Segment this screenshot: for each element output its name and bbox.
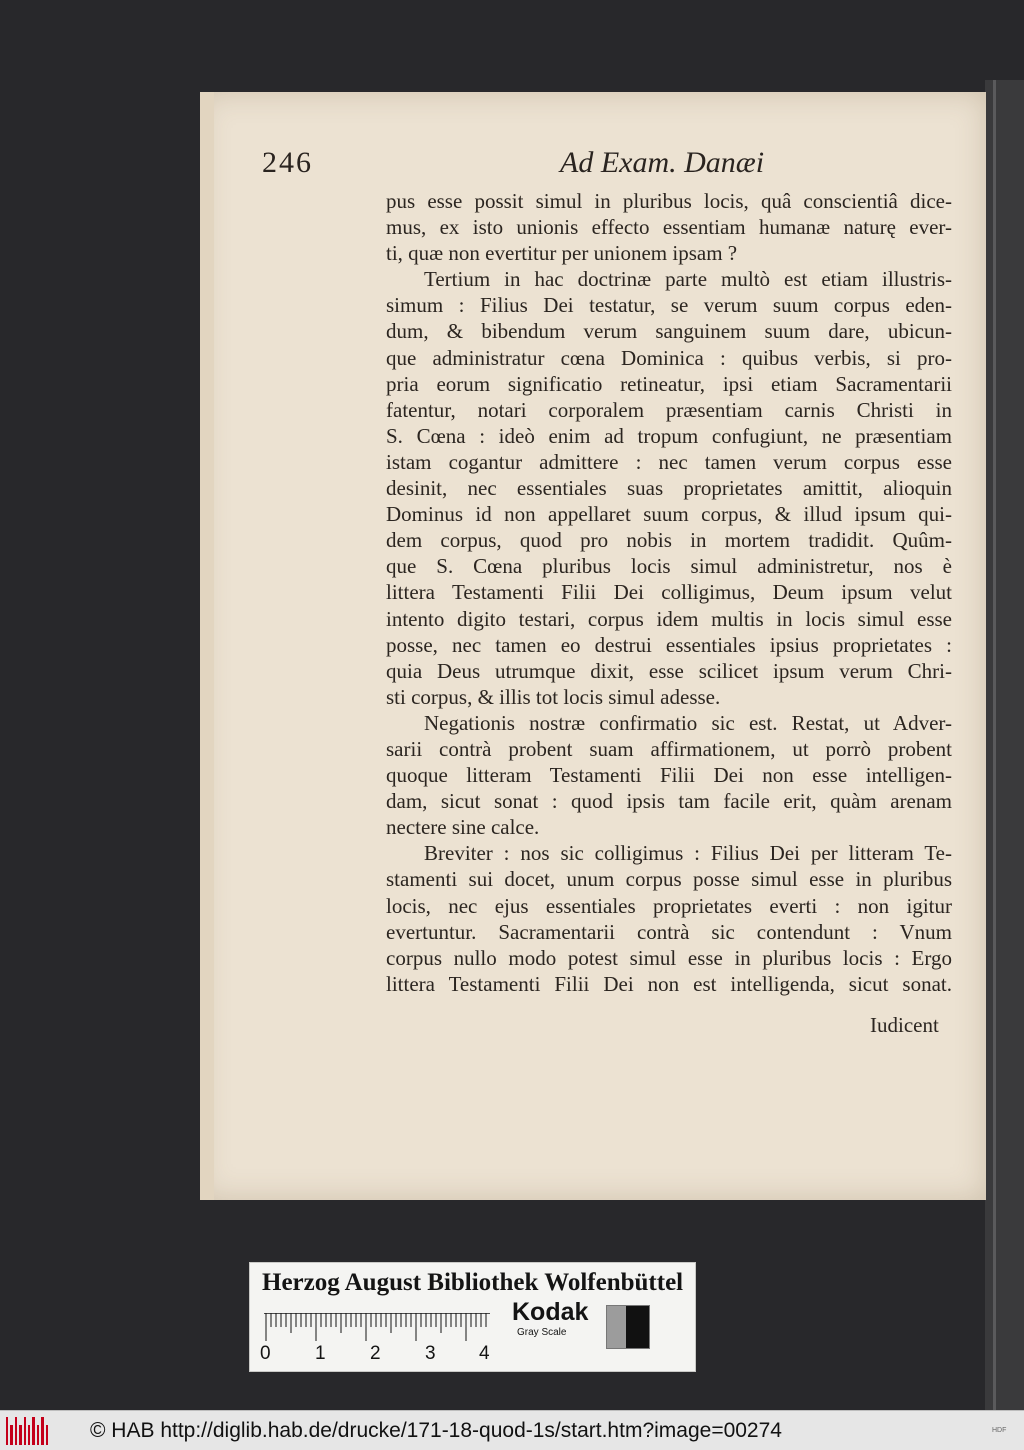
text-line: corpus nullo modo potest simul esse in pluribus locis : Ergo — [386, 945, 952, 970]
text-line: simum : Filius Dei testatur, se verum suum corpus eden- — [386, 293, 952, 318]
ruler-label-3: 3 — [425, 1343, 436, 1364]
text-line: S. Cœna : ideò enim ad tropum confugiunt, ne præsentiam — [386, 423, 952, 448]
text-line: mus, ex isto unionis effecto essentiam humanæ naturę ever- — [386, 215, 952, 240]
text-line: Breviter : nos sic colligimus : Filius Dei per litteram Te- — [424, 841, 952, 866]
adjacent-page-edge-highlight — [993, 80, 996, 1410]
text-line: posse, nec tamen eo destrui essentiales ipsius proprietates : — [386, 632, 952, 657]
color-calibration-card — [249, 1262, 696, 1372]
running-head: Ad Exam. Danæi — [560, 146, 765, 179]
ruler-label-2: 2 — [370, 1343, 381, 1364]
ruler-label-4: 4 — [479, 1343, 490, 1364]
footer-mark: HDF — [992, 1427, 1007, 1434]
text-line: littera Testamenti Filii Dei colligimus, Deum ipsum velut — [386, 580, 952, 605]
text-line: sarii contrà probent suam affirmationem, ut porrò probent — [386, 736, 952, 761]
library-name: Herzog August Bibliothek Wolfenbüttel — [262, 1269, 684, 1296]
text-line: pus esse possit simul in pluribus locis, quâ conscientiâ dice- — [386, 189, 952, 213]
text-line: desinit, nec essentiales suas proprietates amittit, alioquin — [386, 476, 952, 501]
text-line: fatentur, notari corporalem præsentiam carnis Christi in — [386, 397, 952, 422]
page-gutter-edge — [200, 92, 214, 1200]
gray-scale-label: Gray Scale — [517, 1327, 567, 1338]
kodak-logo: Kodak — [512, 1298, 589, 1326]
text-line: quia Deus utrumque dixit, esse scilicet ipsum verum Chri- — [386, 658, 952, 683]
text-line: ti, quæ non evertitur per unionem ipsam ? — [386, 241, 738, 266]
catchword: Iudicent — [870, 1013, 939, 1037]
text-line: istam cogantur admittere : nec tamen verum corpus esse — [386, 449, 952, 474]
text-line: Tertium in hac doctrinæ parte multò est etiam illustris- — [424, 267, 952, 292]
footer-bar — [0, 1410, 1024, 1450]
text-line: que S. Cœna pluribus locis simul administretur, nos è — [386, 554, 952, 579]
text-line: Dominus id non appellaret suum corpus, & illud ipsum qui- — [386, 502, 952, 527]
ruler-label-1: 1 — [315, 1343, 326, 1364]
text-line: intento digito testari, corpus idem multis in locis simul esse — [386, 606, 952, 631]
text-line: locis, nec ejus essentiales proprietates everti : non igitur — [386, 893, 952, 918]
text-line: Negationis nostræ confirmatio sic est. Restat, ut Adver- — [424, 710, 952, 735]
hab-logo-icon — [6, 1417, 48, 1445]
page-number: 246 — [262, 146, 313, 179]
gray-scale-patch — [606, 1305, 650, 1349]
body-text — [386, 188, 952, 997]
scale-ruler — [264, 1313, 490, 1343]
text-line: nectere sine calce. — [386, 815, 540, 840]
adjacent-page-edge — [985, 80, 1024, 1410]
text-line: evertuntur. Sacramentarii contrà sic contendunt : Vnum — [386, 919, 952, 944]
text-line: pria eorum significatio retineatur, ipsi etiam Sacramentarii — [386, 371, 952, 396]
text-line: sti corpus, & illis tot locis simul adesse. — [386, 684, 721, 709]
copyright-url[interactable]: © HAB http://diglib.hab.de/drucke/171-18-quod-1s/start.htm?image=00274 — [90, 1419, 782, 1442]
text-line: littera Testamenti Filii Dei non est intelligenda, sicut sonat. — [386, 971, 952, 996]
text-line: dem corpus, quod pro nobis in mortem tradidit. Quûm- — [386, 528, 952, 553]
text-line: stamenti sui docet, unum corpus posse simul esse in pluribus — [386, 867, 952, 892]
text-line: dam, sicut sonat : quod ipsis tam facile erit, quàm arenam — [386, 789, 952, 814]
text-line: que administratur cœna Dominica : quibus verbis, si pro- — [386, 345, 952, 370]
text-line: quoque litteram Testamenti Filii Dei non esse intelligen- — [386, 763, 952, 788]
text-line: dum, & bibendum verum sanguinem suum dare, ubicun- — [386, 319, 952, 344]
ruler-label-0: 0 — [260, 1343, 271, 1364]
